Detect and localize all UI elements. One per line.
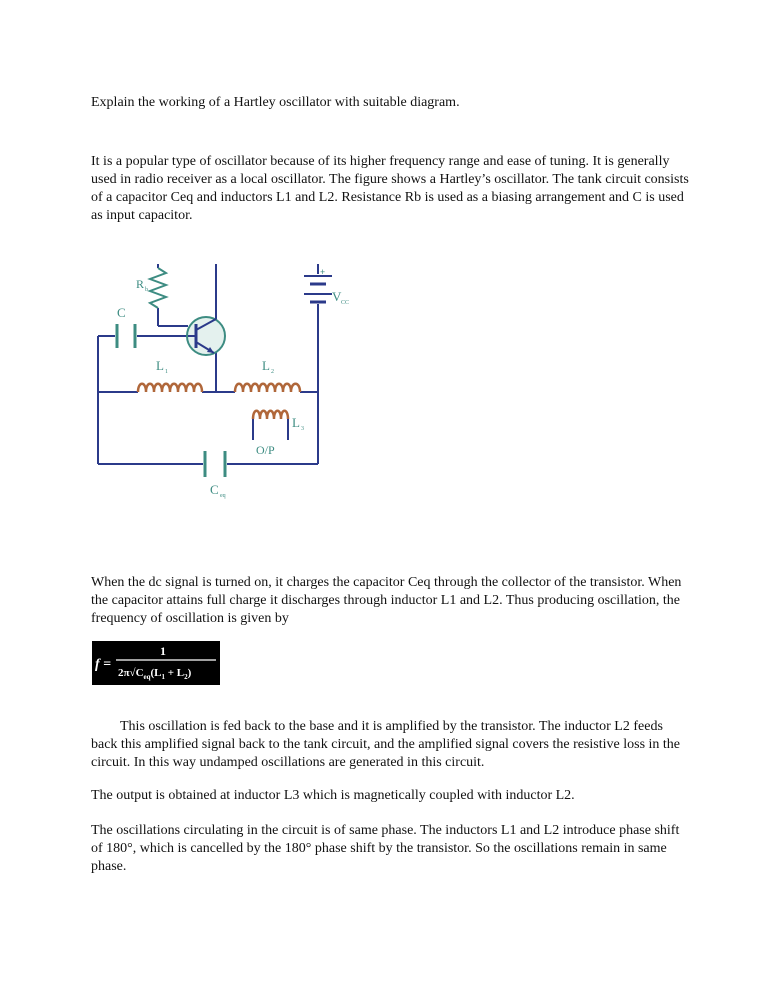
- input-capacitor-label: C: [117, 305, 126, 320]
- rb-label: R: [136, 277, 145, 291]
- l3-subscript: 3: [301, 426, 304, 432]
- intro-paragraph: It is a popular type of oscillator because of its higher frequency range and ease of tuning. It is generally used in radio receiver as a local oscillator. The figure shows a Hartley’s oscillator. The tank circuit consists of a capacitor Ceq and inductors L1 and L2. Resistance Rb is used as a biasing arrangement and C is used as input capacitor.: [91, 154, 689, 223]
- vcc-label: V: [332, 289, 342, 304]
- vcc-plus-sign: +: [320, 267, 326, 277]
- phase-paragraph: The oscillations circulating in the circuit is of same phase. The inductors L1 and L2 introduce phase shift of 180°, which is cancelled by the 180° phase shift by the transistor. So the oscillations remain in same phase.: [91, 823, 680, 874]
- l2-label: L: [262, 358, 270, 373]
- circuit-wires: [98, 264, 318, 464]
- l3-label: L: [292, 415, 300, 430]
- question-heading: Explain the working of a Hartley oscillator with suitable diagram.: [91, 95, 460, 110]
- formula-lhs: f =: [95, 657, 112, 672]
- rb-subscript: b: [145, 287, 148, 293]
- inductor-l3: [253, 411, 288, 419]
- charging-paragraph: When the dc signal is turned on, it charges the capacitor Ceq through the collector of the transistor. When the capacitor attains full charge it discharges through inductor L1 and L2. Thus producing oscillation, the frequency of oscillation is given by: [91, 575, 682, 626]
- vcc-battery: [304, 276, 332, 302]
- formula-numerator: 1: [160, 644, 166, 658]
- formula-denominator: $2\pi√C_{eq}(L_1 + L_2)$: [118, 667, 192, 681]
- l1-subscript: 1: [165, 369, 168, 375]
- output-paragraph: The output is obtained at inductor L3 which is magnetically coupled with inductor L2.: [91, 788, 575, 803]
- vcc-subscript: CC: [341, 300, 350, 306]
- output-label: O/P: [256, 443, 275, 457]
- ceq-subscript: eq: [220, 493, 226, 499]
- ceq-capacitor: [205, 451, 225, 477]
- rb-resistor: [150, 268, 166, 308]
- l2-subscript: 2: [271, 369, 274, 375]
- feedback-paragraph: This oscillation is fed back to the base and it is amplified by the transistor. The inductor L2 feeds back this amplified signal back to the tank circuit, and the amplified signal covers the resistive loss in the circuit. In this way undamped oscillations are generated in this circuit.: [91, 719, 681, 770]
- hartley-oscillator-circuit-diagram: [90, 264, 350, 504]
- ceq-label: C: [210, 482, 219, 497]
- l1-label: L: [156, 358, 164, 373]
- input-capacitor: [117, 324, 135, 348]
- inductor-l2: [235, 384, 300, 392]
- frequency-formula-image: [92, 641, 220, 685]
- transistor-icon: [187, 317, 225, 355]
- inductor-l1: [138, 384, 202, 392]
